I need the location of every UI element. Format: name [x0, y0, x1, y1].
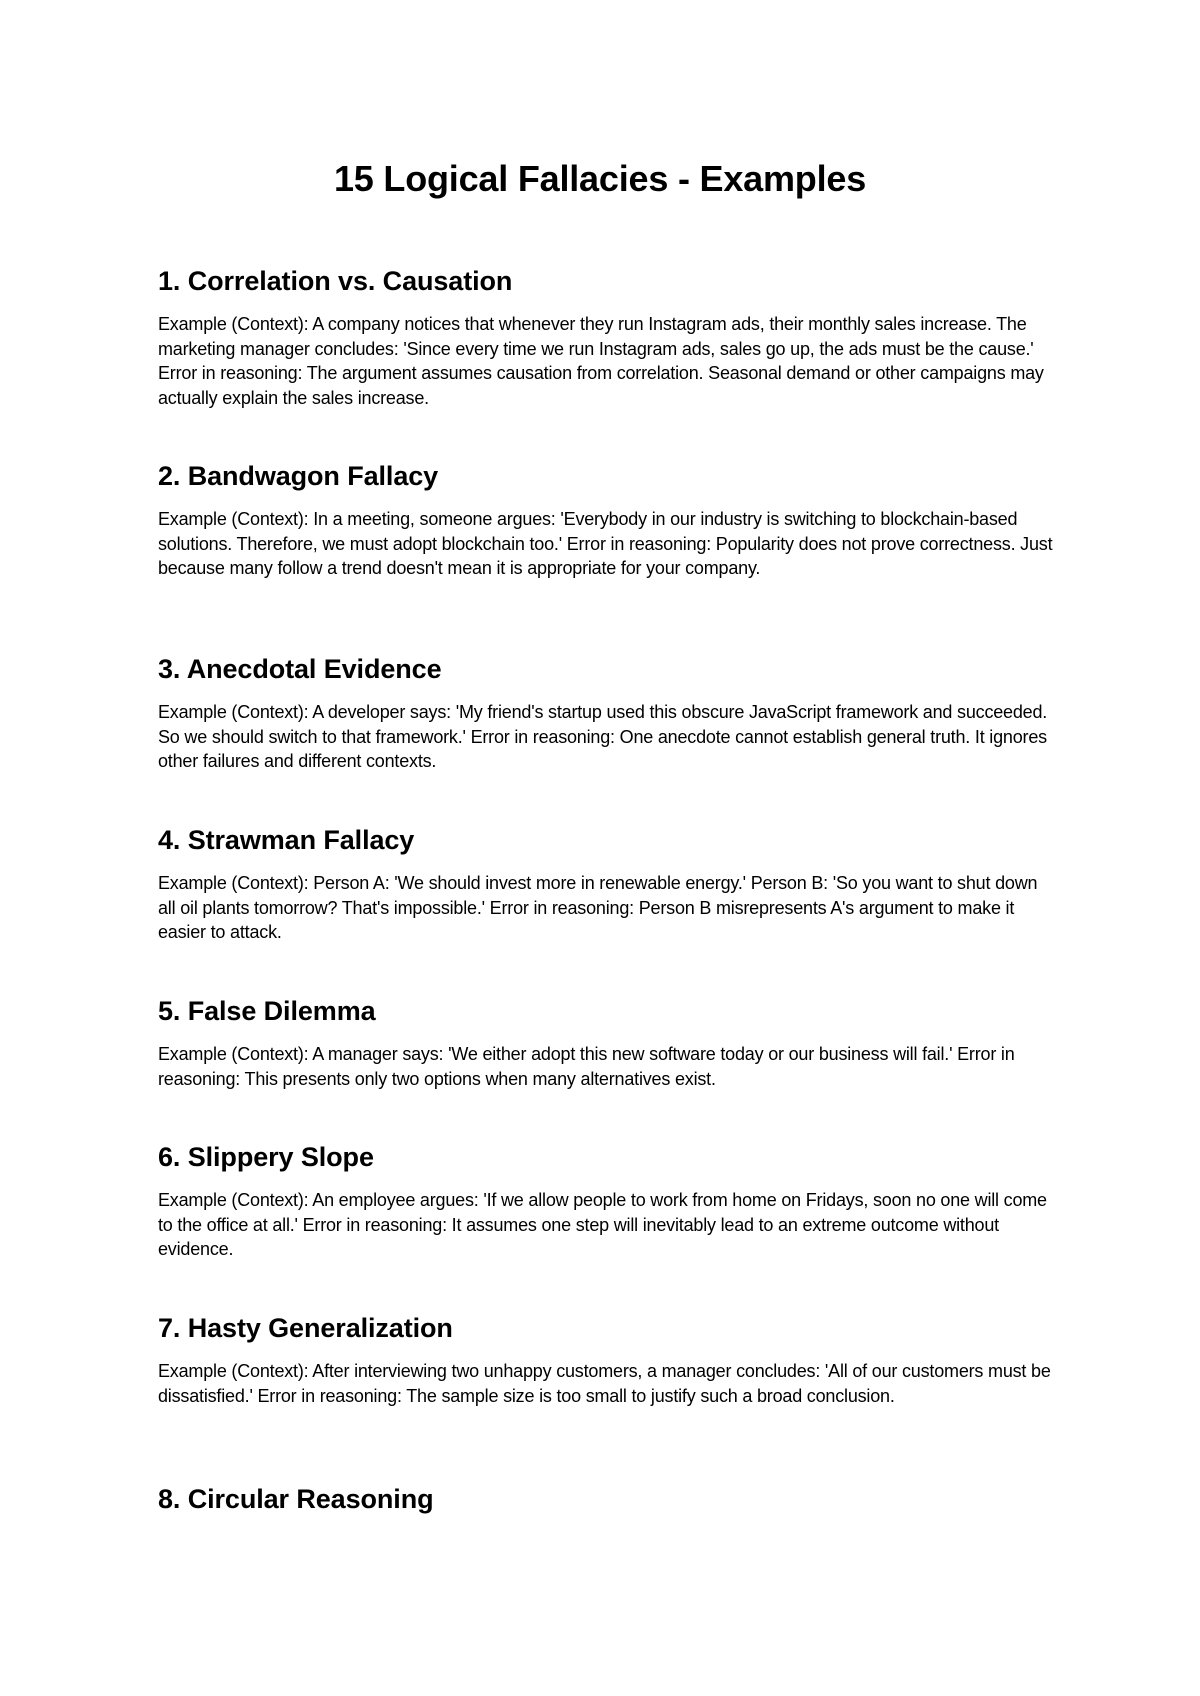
section-heading: 2. Bandwagon Fallacy: [158, 461, 439, 491]
section-heading: 6. Slippery Slope: [158, 1142, 374, 1172]
section-heading: 8. Circular Reasoning: [158, 1484, 434, 1514]
fallacy-section-false-dilemma: [158, 994, 1058, 1091]
section-heading: 3. Anecdotal Evidence: [158, 654, 442, 684]
section-body: Example (Context): In a meeting, someone argues: 'Everybody in our industry is switching to blockchain-based solutions. Therefore, we must adopt blockchain too.' Error in reasoning: Popularity does not prove correctness. Just because many follow a trend doesn't mean it is appropriate for your company.: [158, 509, 1053, 578]
section-body: Example (Context): After interviewing two unhappy customers, a manager concludes: 'All of our customers must be dissatisfied.' Error in reasoning: The sample size is too small to justify such a broad conclusion.: [158, 1361, 1051, 1406]
section-body: Example (Context): Person A: 'We should invest more in renewable energy.' Person B: 'So you want to shut down all oil plants tomorrow? That's impossible.' Error in reasoning: Person B misrepresents A's argument to make it easier to attack.: [158, 873, 1038, 942]
fallacy-section-correlation-causation: [158, 264, 1058, 410]
fallacy-section-anecdotal-evidence: [158, 652, 1058, 774]
fallacy-section-hasty-generalization: [158, 1311, 1058, 1408]
section-body: Example (Context): An employee argues: 'If we allow people to work from home on Fridays, soon no one will come to the office at all.' Error in reasoning: It assumes one step will inevitably lead to an extreme outcome without evidence.: [158, 1190, 1047, 1259]
section-body: Example (Context): A developer says: 'My friend's startup used this obscure JavaScript framework and succeeded. So we should switch to that framework.' Error in reasoning: One anecdote cannot establish general truth. It ignores other failures and different contexts.: [158, 702, 1048, 771]
fallacy-section-circular-reasoning: [158, 1482, 1058, 1516]
section-heading: 4. Strawman Fallacy: [158, 825, 415, 855]
fallacy-section-strawman: [158, 823, 1058, 945]
section-heading: 5. False Dilemma: [158, 996, 376, 1026]
section-heading: 7. Hasty Generalization: [158, 1313, 453, 1343]
section-heading: 1. Correlation vs. Causation: [158, 266, 513, 296]
fallacy-section-slippery-slope: [158, 1140, 1058, 1262]
document-title: 15 Logical Fallacies - Examples: [333, 158, 867, 199]
fallacy-section-bandwagon: [158, 459, 1058, 581]
section-body: Example (Context): A company notices that whenever they run Instagram ads, their monthly sales increase. The marketing manager concludes: 'Since every time we run Instagram ads, sales go up, the ads must be the cause.' Error in reasoning: The argument assumes causation from correlation. Seasonal demand or other campaigns may actually explain the sales increase.: [158, 314, 1044, 408]
section-body: Example (Context): A manager says: 'We either adopt this new software today or our business will fail.' Error in reasoning: This presents only two options when many alternatives exist.: [158, 1044, 1015, 1089]
